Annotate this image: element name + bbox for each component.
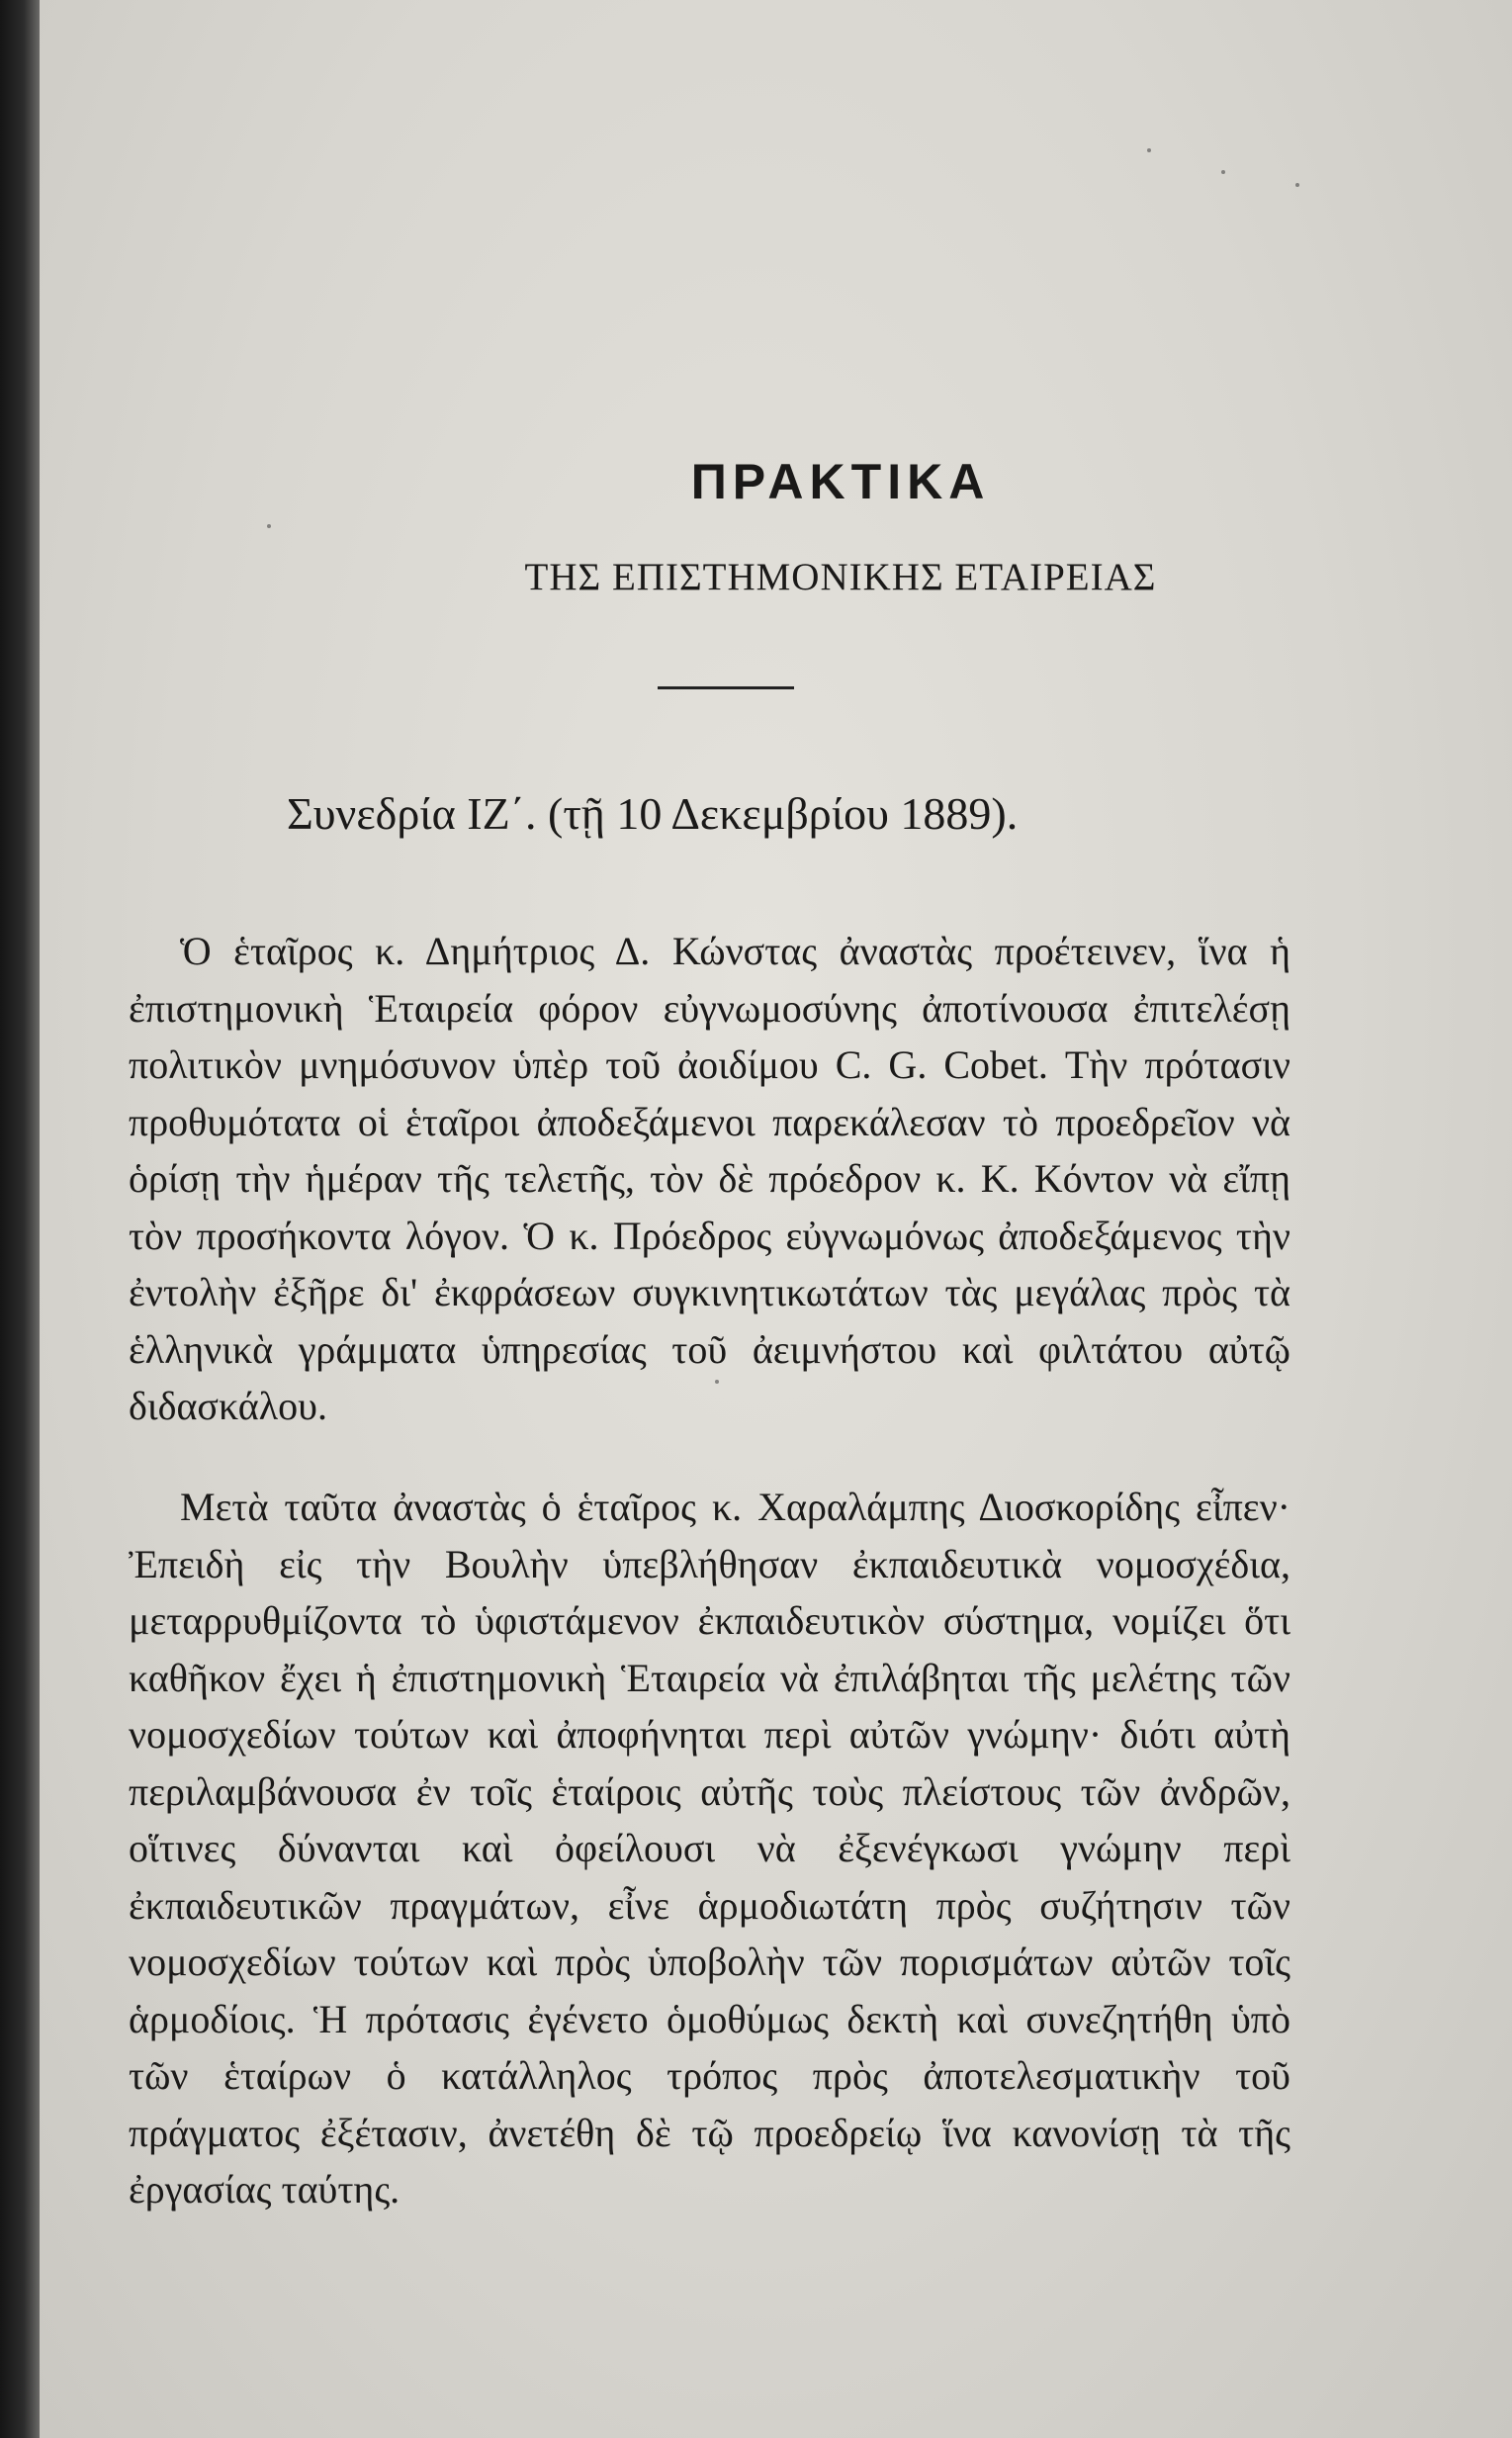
page-title: ΠΡΑΚΤΙΚΑ (690, 454, 991, 509)
page-subtitle: ΤΗΣ ΕΠΙΣΤΗΜΟΝΙΚΗΣ ΕΤΑΙΡΕΙΑΣ (524, 556, 1157, 598)
scan-speck (1147, 148, 1151, 152)
scan-binding-edge (0, 0, 40, 2438)
scan-speck (267, 524, 271, 528)
body-paragraph: Μετὰ ταῦτα ἀναστὰς ὁ ἑταῖρος κ. Χαραλάμπης Διοσκορίδης εἶπεν· Ἐπειδὴ εἰς τὴν Βουλὴν ὑπεβλήθησαν ἐκπαιδευτικὰ νομοσχέδια, μεταρρυθμίζοντα τὸ ὑφιστάμενον ἐκπαιδευτικὸν σύστημα, νομίζει ὅτι καθῆκον ἔχει ἡ ἐπιστημονικὴ Ἑταιρεία νὰ ἐπιλάβηται τῆς μελέτης τῶν νομοσχεδίων τούτων καὶ ἀποφήνηται περὶ αὐτῶν γνώμην· διότι αὐτὴ περιλαμβάνουσα ἐν τοῖς ἑταίροις αὐτῆς τοὺς πλείστους τῶν ἀνδρῶν, οἵτινες δύνανται καὶ ὀφείλουσι νὰ ἐξενέγκωσι γνώμην περὶ ἐκπαιδευτικῶν πραγμάτων, εἶνε ἁρμοδιωτάτη πρὸς συζήτησιν τῶν νομοσχεδίων τούτων καὶ πρὸς ὑποβολὴν τῶν πορισμάτων αὐτῶν τοῖς ἁρμοδίοις. Ἡ πρότασις ἐγένετο ὁμοθύμως δεκτὴ καὶ συνεζητήθη ὑπὸ τῶν ἑταίρων ὁ κατάλληλος τρόπος πρὸς ἀποτελεσματικὴν τοῦ πράγματος ἐξέτασιν, ἀνετέθη δὲ τῷ προεδρείῳ ἵνα κανονίσῃ τὰ τῆς ἐργασίας ταύτης. (129, 1485, 1290, 2212)
body-paragraph: Ὁ ἑταῖρος κ. Δημήτριος Δ. Κώνστας ἀναστὰς προέτεινεν, ἵνα ἡ ἐπιστημονικὴ Ἑταιρεία φόρον εὐγνωμοσύνης ἀποτίνουσα ἐπιτελέσῃ πολιτικὸν μνημόσυνον ὑπὲρ τοῦ ἀοιδίμου C. G. Cobet. Τὴν πρότασιν προθυμότατα οἱ ἑταῖροι ἀποδεξάμενοι παρεκάλεσαν τὸ προεδρεῖον νὰ ὁρίσῃ τὴν ἡμέραν τῆς τελετῆς, τὸν δὲ πρόεδρον κ. Κ. Κόντον νὰ εἴπῃ τὸν προσήκοντα λόγον. Ὁ κ. Πρόεδρος εὐγνωμόνως ἀποδεξάμενος τὴν ἐντολὴν ἐξῆρε δι' ἐκφράσεων συγκινητικωτάτων τὰς μεγάλας πρὸς τὰ ἑλληνικὰ γράμματα ὑπηρεσίας τοῦ ἀειμνήστου καὶ φιλτάτου αὐτῷ διδασκάλου. (129, 929, 1290, 1428)
scan-speck (1295, 183, 1299, 187)
scan-speck (1221, 170, 1225, 174)
session-heading: Συνεδρία ΙΖ΄. (τῇ 10 Δεκεμβρίου 1889). (287, 788, 1019, 839)
header-divider (658, 686, 794, 689)
